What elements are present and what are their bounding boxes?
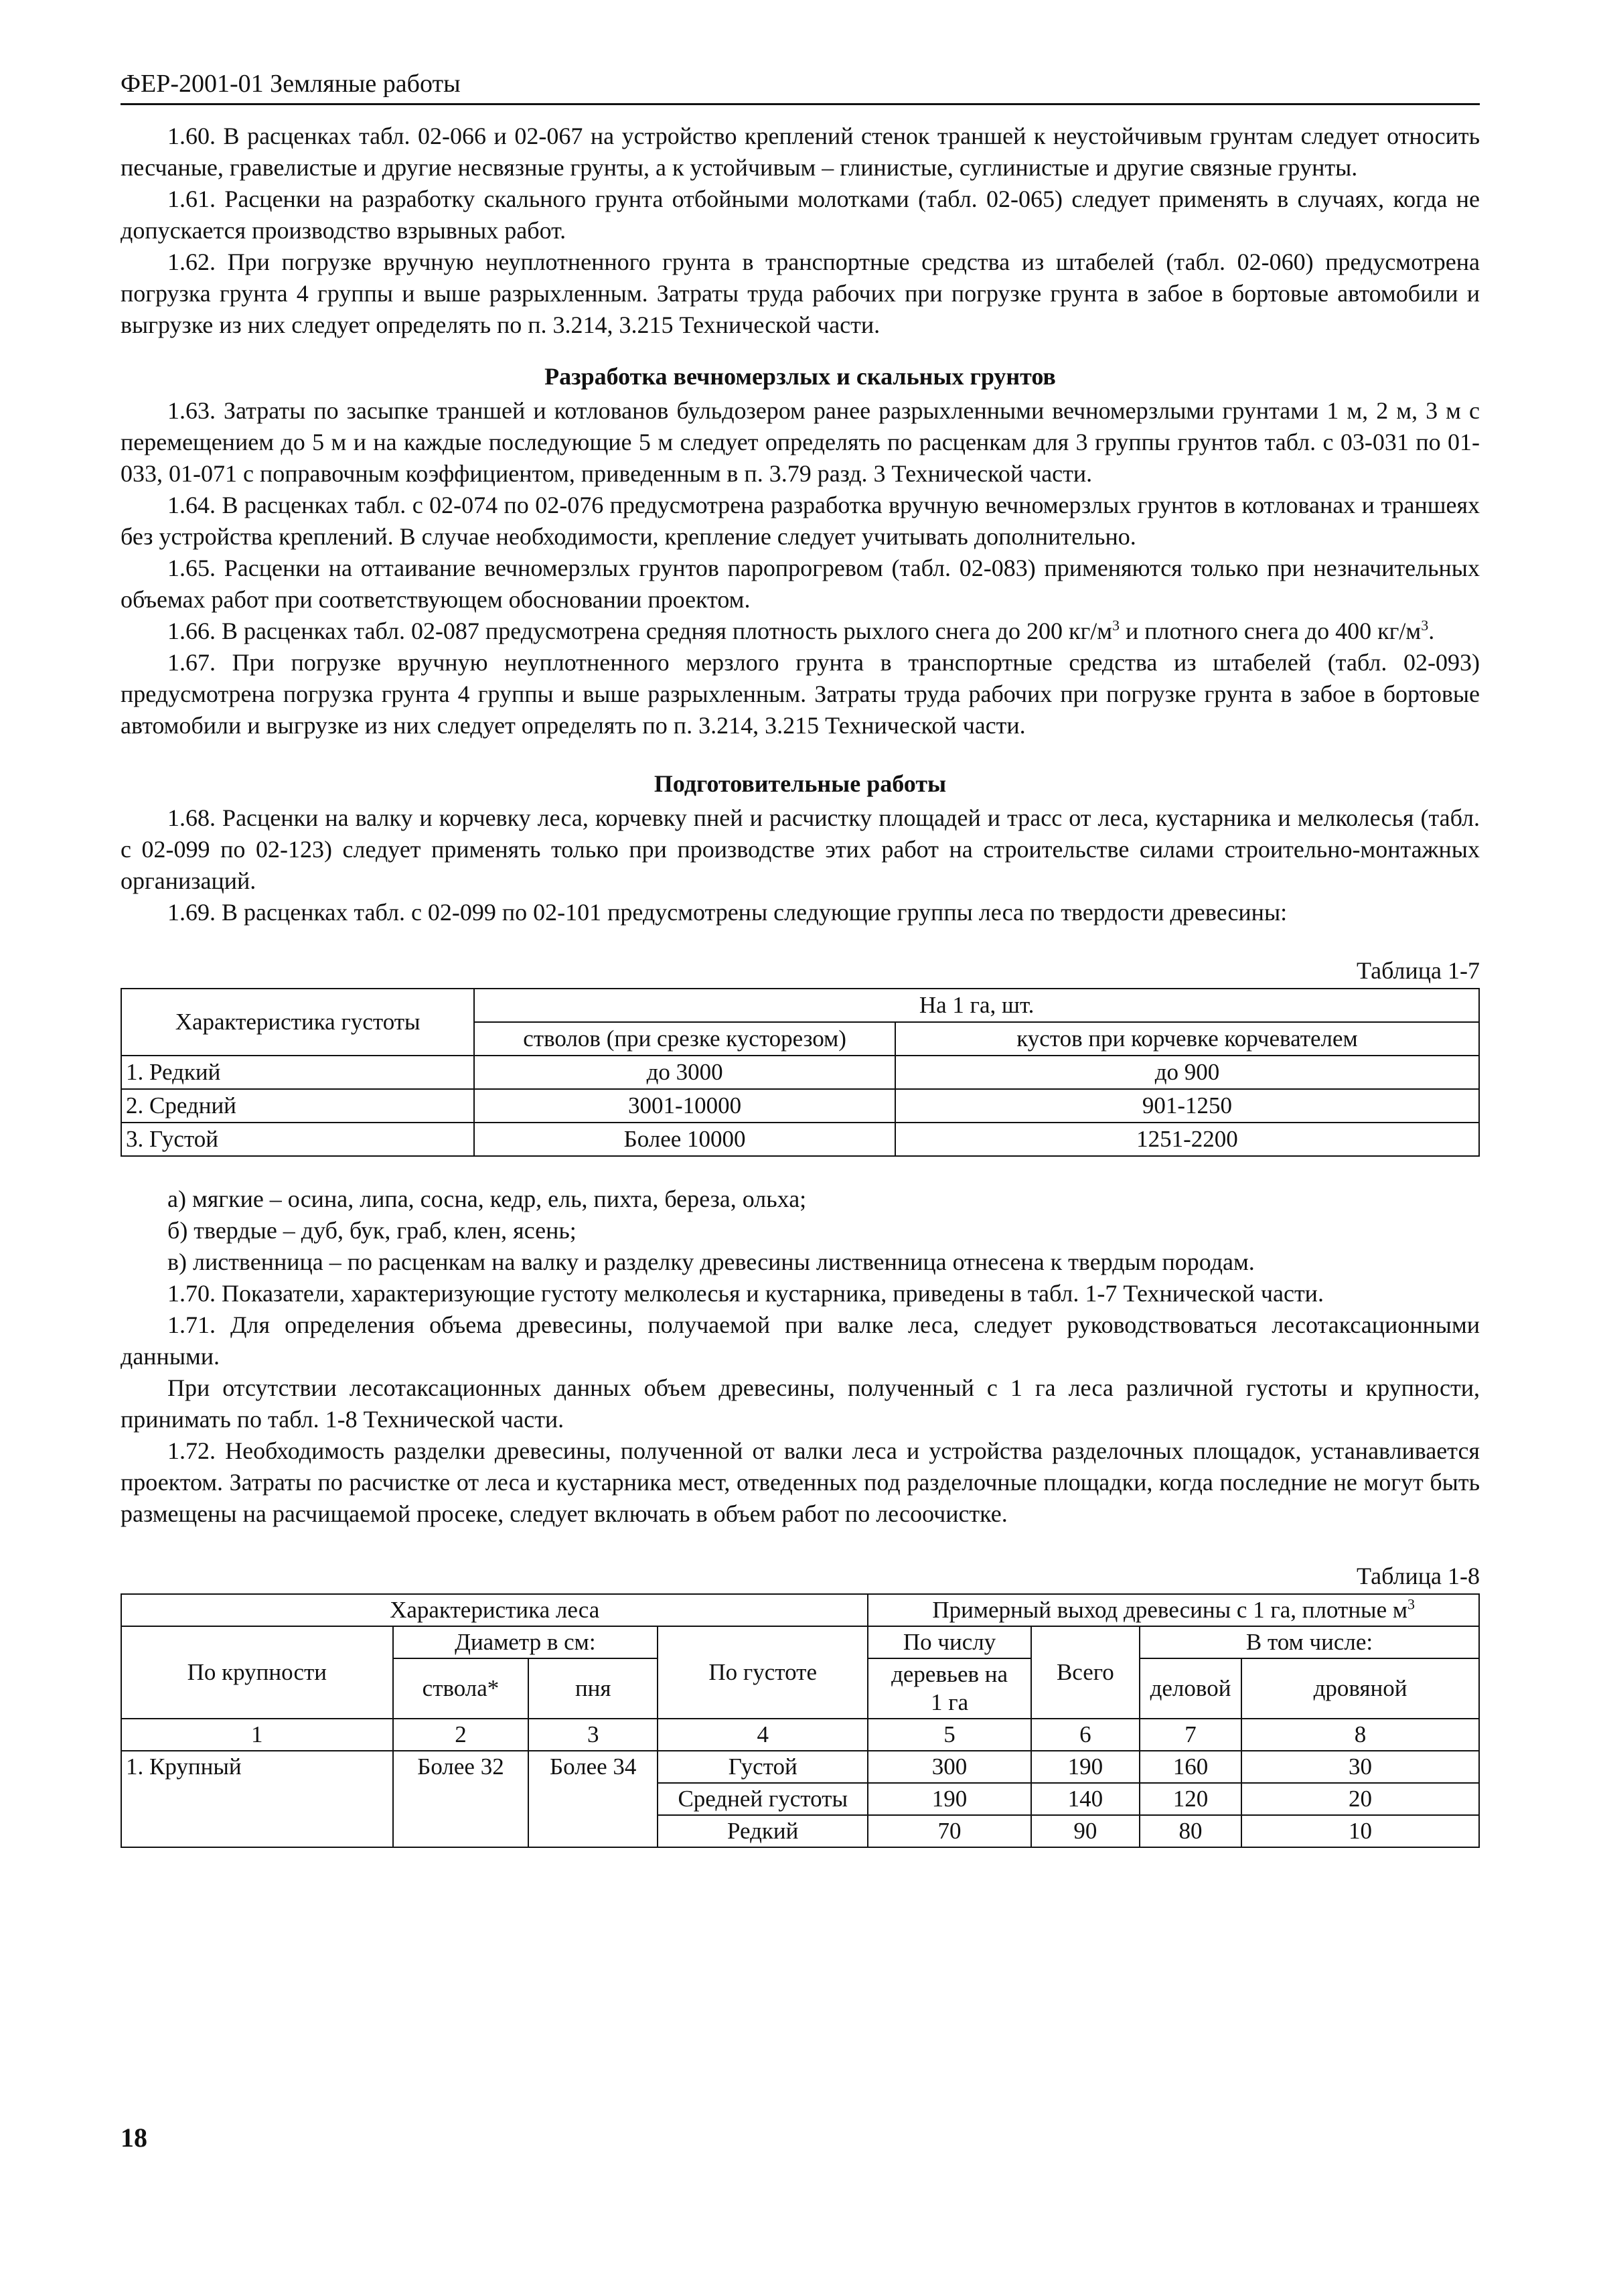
section-heading-permafrost: Разработка вечномерзлых и скальных грунтов — [544, 363, 1056, 390]
table-1-7-caption: Таблица 1-7 — [1357, 957, 1480, 984]
table-1-8-head-trunk: ствола* — [393, 1658, 529, 1719]
table-cell: 80 — [1140, 1815, 1241, 1847]
paragraph-1-62: 1.62. При погрузке вручную неуплотненного грунта в транспортные средства из штабелей (табл. 02-060) предусмотрена погрузка грунта 4 группы и выше разрыхленным. Затраты труда рабочих при погрузке грунта в забое в бортовые автомобили и выгрузке из них следует определять по п. 3.214, 3.215 Технической части. — [121, 248, 1480, 338]
table-cell-trunk: Более 32 — [393, 1751, 529, 1847]
table-cell: 140 — [1031, 1783, 1140, 1815]
paragraph-1-67: 1.67. При погрузке вручную неуплотненного мерзлого грунта в транспортные средства из штабелей (табл. 02-093) предусмотрена погрузка грунта 4 группы и выше разрыхленным. Затраты труда рабочих при погрузке грунта в забое в бортовые автомобили и выгрузке из них следует определять по п. 3.214, 3.215 Технической части. — [121, 649, 1480, 739]
table-1-8-head-business: деловой — [1140, 1658, 1241, 1719]
table-1-8-head-yield-text: Примерный выход древесины с 1 га, плотные м — [932, 1597, 1407, 1623]
table-1-8-head-yield — [868, 1594, 1479, 1626]
table-row — [121, 1123, 1479, 1156]
table-1-7-head-bushes: кустов при корчевке корчевателем — [895, 1022, 1479, 1056]
table-1-7-head-trunks: стволов (при срезке кусторезом) — [474, 1022, 895, 1056]
table-row — [121, 1751, 1479, 1783]
table-cell: 20 — [1241, 1783, 1479, 1815]
paragraph-1-71: 1.71. Для определения объема древесины, получаемой при валке леса, следует руководствоваться лесотаксационными данными. — [121, 1311, 1480, 1370]
column-number: 3 — [528, 1719, 658, 1751]
column-number: 6 — [1031, 1719, 1140, 1751]
paragraph-1-70: 1.70. Показатели, характеризующие густоту мелколесья и кустарника, приведены в табл. 1-7 Технической части. — [167, 1280, 1324, 1307]
table-row — [121, 1089, 1479, 1123]
table-cell: 1. Редкий — [121, 1056, 474, 1089]
table-cell: 30 — [1241, 1751, 1479, 1783]
table-1-8-head-stump: пня — [528, 1658, 658, 1719]
superscript-3: 3 — [1112, 617, 1120, 634]
column-number: 4 — [658, 1719, 868, 1751]
table-1-8 — [121, 1593, 1480, 1848]
column-number: 8 — [1241, 1719, 1479, 1751]
table-cell: Более 10000 — [474, 1123, 895, 1156]
list-item-soft: а) мягкие – осина, липа, сосна, кедр, ель, пихта, береза, ольха; — [167, 1186, 807, 1212]
paragraph-1-66-part-a: 1.66. В расценках табл. 02-087 предусмотрена средняя плотность рыхлого снега до 200 кг/м — [167, 618, 1112, 644]
paragraph-1-60: 1.60. В расценках табл. 02-066 и 02-067 на устройство креплений стенок траншей к неустойчивым грунтам следует относить песчаные, гравелистые и другие несвязные грунты, а к устойчивым – глинистые, суглинистые и другие связные грунты. — [121, 123, 1480, 181]
paragraph-1-72: 1.72. Необходимость разделки древесины, полученной от валки леса и устройства разделочных площадок, устанавливается проектом. Затраты по расчистке от леса и кустарника мест, отведенных под разделочные площадки, когда последние не могут быть размещены на расчищаемой просеке, следует включать в объем работ по лесоочистке. — [121, 1437, 1480, 1527]
table-1-7-head-characteristic: Характеристика густоты — [121, 989, 474, 1056]
section-heading-preparatory: Подготовительные работы — [654, 770, 947, 797]
paragraph-1-71-continued: При отсутствии лесотаксационных данных объем древесины, полученный с 1 га леса различной густоты и крупности, принимать по табл. 1-8 Технической части. — [121, 1374, 1480, 1433]
column-number: 7 — [1140, 1719, 1241, 1751]
table-cell: 190 — [868, 1783, 1030, 1815]
table-cell: 190 — [1031, 1751, 1140, 1783]
table-cell: 90 — [1031, 1815, 1140, 1847]
column-number: 2 — [393, 1719, 529, 1751]
table-1-7 — [121, 988, 1480, 1157]
table-1-8-head-count: По числу — [868, 1626, 1030, 1658]
column-number: 1 — [121, 1719, 393, 1751]
table-1-8-head-trees — [868, 1658, 1030, 1719]
table-cell: 70 — [868, 1815, 1030, 1847]
table-cell-size-group: 1. Крупный — [121, 1751, 393, 1847]
list-item-hard: б) твердые – дуб, бук, граб, клен, ясень; — [167, 1217, 577, 1244]
table-cell: 3. Густой — [121, 1123, 474, 1156]
table-cell: 1251-2200 — [895, 1123, 1479, 1156]
header-title: ФЕР-2001-01 Земляные работы — [121, 70, 461, 98]
superscript-3: 3 — [1421, 617, 1429, 634]
table-cell: до 3000 — [474, 1056, 895, 1089]
paragraph-1-69: 1.69. В расценках табл. с 02-099 по 02-101 предусмотрены следующие группы леса по твердости древесины: — [167, 899, 1288, 926]
paragraph-1-61: 1.61. Расценки на разработку скального грунта отбойными молотками (табл. 02-065) следует применять в случаях, когда не допускается производство взрывных работ. — [121, 186, 1480, 244]
table-cell: 300 — [868, 1751, 1030, 1783]
paragraph-1-64: 1.64. В расценках табл. с 02-074 по 02-076 предусмотрена разработка вручную вечномерзлых грунтов в котлованах и траншеях без устройства креплений. В случае необходимости, крепление следует учитывать дополнительно. — [121, 492, 1480, 550]
table-1-8-head-total: Всего — [1031, 1626, 1140, 1719]
superscript-3: 3 — [1407, 1595, 1415, 1613]
table-cell: 3001-10000 — [474, 1089, 895, 1123]
list-item-larch: в) лиственница – по расценкам на валку и разделку древесины лиственница отнесена к твердым породам. — [167, 1248, 1255, 1275]
table-cell: Средней густоты — [658, 1783, 868, 1815]
table-cell: 2. Средний — [121, 1089, 474, 1123]
table-1-8-head-size: По крупности — [121, 1626, 393, 1719]
paragraph-1-66-part-b: и плотного снега до 400 кг/м — [1120, 618, 1422, 644]
table-cell: Густой — [658, 1751, 868, 1783]
table-1-8-head-trees-line2: 1 га — [930, 1689, 969, 1715]
page-body — [121, 121, 1480, 1848]
table-1-8-head-density: По густоте — [658, 1626, 868, 1719]
paragraph-1-66 — [121, 616, 1480, 647]
table-1-8-column-numbers — [121, 1719, 1479, 1751]
table-cell: до 900 — [895, 1056, 1479, 1089]
table-1-8-head-including: В том числе: — [1140, 1626, 1479, 1658]
table-1-8-caption: Таблица 1-8 — [1357, 1563, 1480, 1589]
column-number: 5 — [868, 1719, 1030, 1751]
table-1-7-head-per-ha: На 1 га, шт. — [474, 989, 1479, 1022]
table-1-8-head-forest: Характеристика леса — [121, 1594, 868, 1626]
table-cell-stump: Более 34 — [528, 1751, 658, 1847]
paragraph-1-66-part-c: . — [1428, 618, 1435, 644]
table-1-8-head-diameter: Диаметр в см: — [393, 1626, 658, 1658]
table-cell: 901-1250 — [895, 1089, 1479, 1123]
table-row — [121, 1056, 1479, 1089]
running-header — [121, 64, 1480, 105]
table-1-8-head-firewood: дровяной — [1241, 1658, 1479, 1719]
table-1-8-head-trees-line1: деревьев на — [891, 1661, 1008, 1687]
table-cell: 120 — [1140, 1783, 1241, 1815]
table-cell: Редкий — [658, 1815, 868, 1847]
table-cell: 160 — [1140, 1751, 1241, 1783]
paragraph-1-68: 1.68. Расценки на валку и корчевку леса, корчевку пней и расчистку площадей и трасс от леса, кустарника и мелколесья (табл. с 02-099 по 02-123) следует применять только при производстве этих работ на строительстве силами строительно-монтажных организаций. — [121, 804, 1480, 894]
table-cell: 10 — [1241, 1815, 1479, 1847]
paragraph-1-65: 1.65. Расценки на оттаивание вечномерзлых грунтов паропрогревом (табл. 02-083) применяются только при незначительных объемах работ при соответствующем обосновании проектом. — [121, 555, 1480, 613]
page-number: 18 — [121, 2123, 147, 2153]
paragraph-1-63: 1.63. Затраты по засыпке траншей и котлованов бульдозером ранее разрыхленными вечномерзлыми грунтами 1 м, 2 м, 3 м с перемещением до 5 м и на каждые последующие 5 м следует определять по расценкам для 3 группы грунтов табл. с 03-031 по 01-033, 01-071 с поправочным коэффициентом, приведенным в п. 3.79 разд. 3 Технической части. — [121, 397, 1480, 487]
